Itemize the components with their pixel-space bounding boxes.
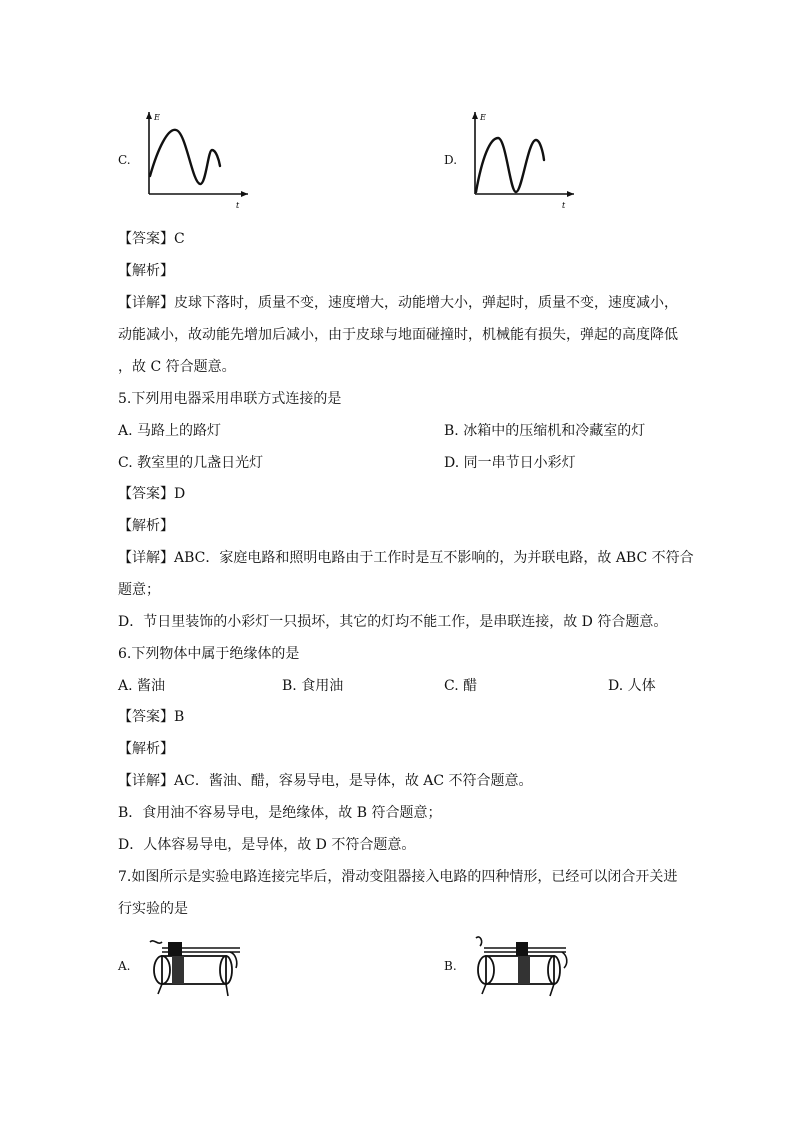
x-axis-label: t xyxy=(562,201,566,210)
energy-curve-c xyxy=(150,130,220,184)
q6-detail-line: B．食用油不容易导电，是绝缘体，故 B 符合题意； xyxy=(118,805,442,821)
y-axis-label: E xyxy=(480,113,486,122)
q4-answer: 【答案】C xyxy=(118,231,185,247)
q5-detail-line: 题意； xyxy=(118,582,160,598)
q4-analysis-heading: 【解析】 xyxy=(118,263,174,279)
energy-curve-d xyxy=(476,138,544,192)
q5-detail-line: D．节日里装饰的小彩灯一只损坏，其它的灯均不能工作，是串联连接，故 D 符合题意。 xyxy=(118,614,668,630)
rheostat-a-image xyxy=(140,934,250,998)
q6-option-a: A. 酱油 xyxy=(118,678,166,694)
y-axis-label: E xyxy=(154,113,160,122)
q5-analysis-heading: 【解析】 xyxy=(118,518,174,534)
q7-question: 行实验的是 xyxy=(118,901,188,917)
q6-question: 6.下列物体中属于绝缘体的是 xyxy=(118,646,300,662)
rheostat-b-image xyxy=(466,934,576,998)
option-c-label: C. xyxy=(118,153,131,167)
q6-analysis-heading: 【解析】 xyxy=(118,741,174,757)
q6-detail-line: 【详解】AC．酱油、醋，容易导电，是导体，故 AC 不符合题意。 xyxy=(118,773,533,789)
q5-detail-line: 【详解】ABC．家庭电路和照明电路由于工作时是互不影响的，为并联电路，故 ABC 不符合 xyxy=(118,550,694,566)
q4-detail-line: 【详解】皮球下落时，质量不变，速度增大，动能增大小，弹起时，质量不变，速度减小， xyxy=(118,295,678,311)
q6-detail-line: D．人体容易导电，是导体，故 D 不符合题意。 xyxy=(118,837,416,853)
graph-c xyxy=(140,108,260,208)
q6-option-c: C. 醋 xyxy=(444,678,478,694)
q6-answer: 【答案】B xyxy=(118,709,185,725)
q5-option-b: B. 冰箱中的压缩机和冷藏室的灯 xyxy=(444,423,646,439)
q7-question: 7.如图所示是实验电路连接完毕后，滑动变阻器接入电路的四种情形，已经可以闭合开关进 xyxy=(118,869,678,885)
rheostat-b-label: B. xyxy=(444,959,457,973)
q5-question: 5.下列用电器采用串联方式连接的是 xyxy=(118,391,342,407)
option-d-label: D. xyxy=(444,153,458,167)
q5-option-c: C. 教室里的几盏日光灯 xyxy=(118,455,264,471)
x-axis-label: t xyxy=(236,201,240,210)
q5-option-a: A. 马路上的路灯 xyxy=(118,423,222,439)
graph-d xyxy=(466,108,586,208)
q5-answer: 【答案】D xyxy=(118,486,186,502)
q4-detail-line: ，故 C 符合题意。 xyxy=(118,359,236,375)
rheostat-a-label: A. xyxy=(118,959,131,973)
q4-detail-line: 动能减小，故动能先增加后减小，由于皮球与地面碰撞时，机械能有损失，弹起的高度降低 xyxy=(118,327,678,343)
q6-option-d: D. 人体 xyxy=(608,678,656,694)
q5-option-d: D. 同一串节日小彩灯 xyxy=(444,455,576,471)
q6-option-b: B. 食用油 xyxy=(282,678,344,694)
